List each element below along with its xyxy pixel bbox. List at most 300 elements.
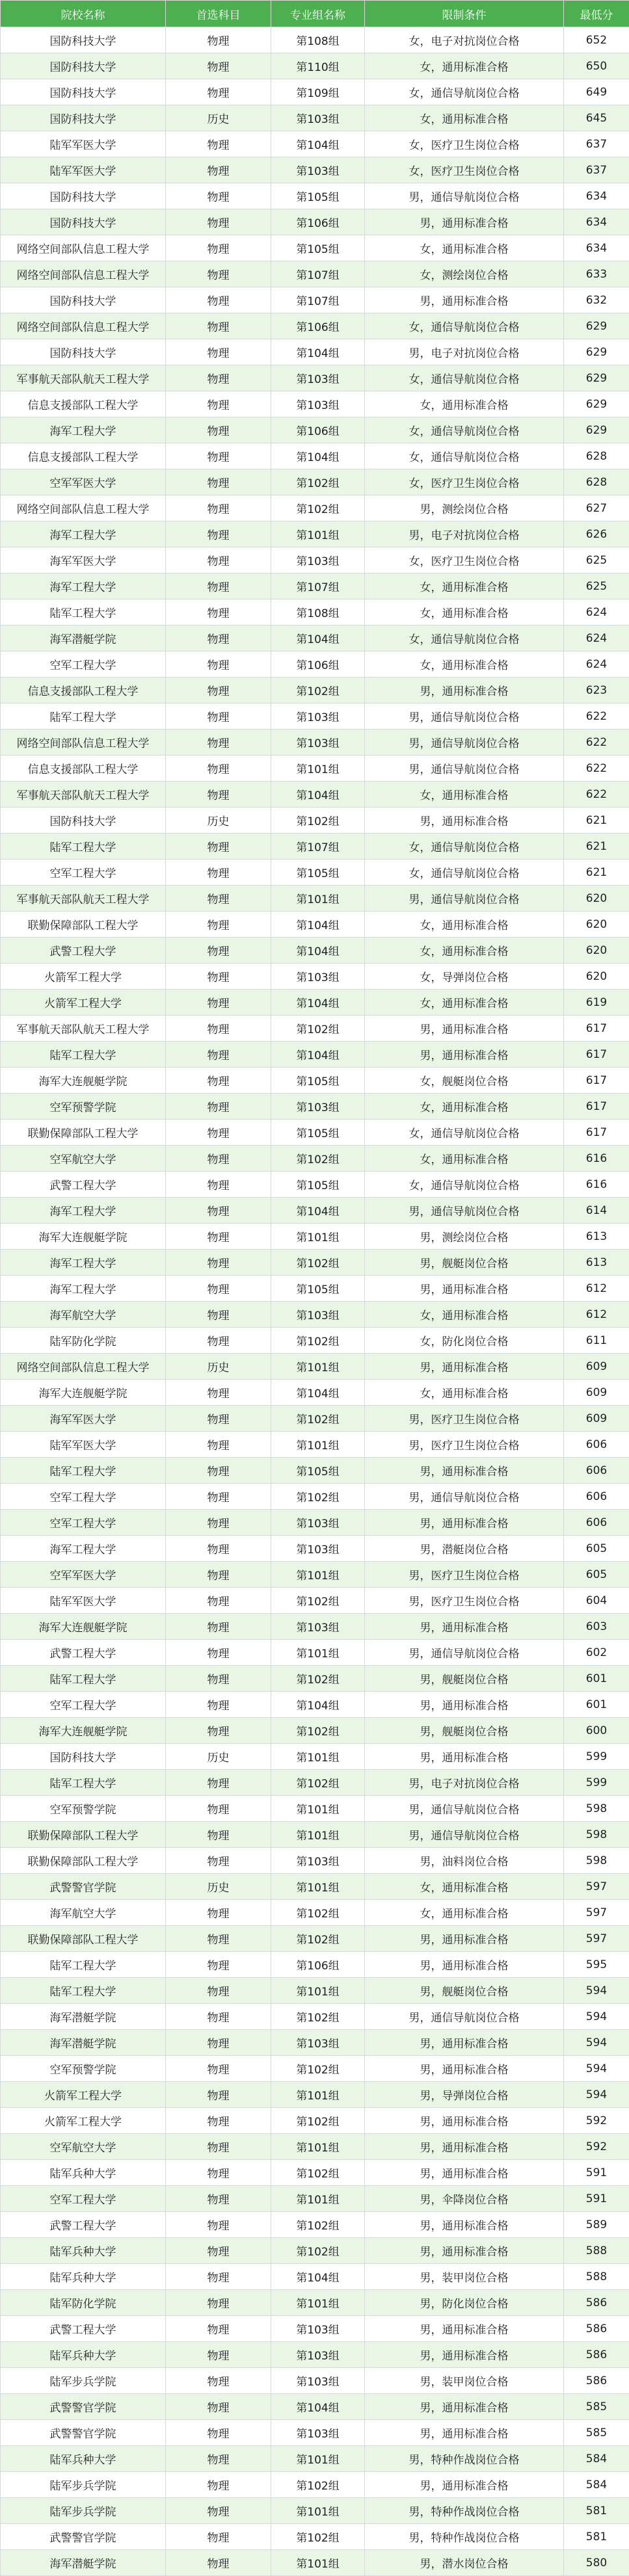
min-score-cell: 617: [564, 1016, 629, 1042]
min-score-cell: 588: [564, 2264, 629, 2290]
group-cell: 第104组: [271, 1198, 365, 1224]
condition-cell: 男，舰艇岗位合格: [365, 1718, 564, 1744]
min-score-cell: 617: [564, 1068, 629, 1094]
min-score-cell: 598: [564, 1796, 629, 1822]
subject-cell: 物理: [166, 1380, 271, 1406]
school-cell: 海军工程大学: [1, 1198, 166, 1224]
table-row: [1, 677, 629, 703]
condition-cell: 男，通信导航岗位合格: [365, 2004, 564, 2030]
condition-cell: 男，通用标准合格: [365, 2030, 564, 2056]
group-cell: 第101组: [271, 1978, 365, 2004]
group-cell: 第102组: [271, 2238, 365, 2264]
school-cell: 陆军兵种大学: [1, 2238, 166, 2264]
min-score-cell: 617: [564, 1042, 629, 1068]
condition-cell: 男，通信导航岗位合格: [365, 1198, 564, 1224]
table-row: [1, 625, 629, 651]
school-cell: 军事航天部队航天工程大学: [1, 1016, 166, 1042]
condition-cell: 男，通用标准合格: [365, 1016, 564, 1042]
school-cell: 海军潜艇学院: [1, 625, 166, 651]
subject-cell: 物理: [166, 1146, 271, 1172]
min-score-cell: 594: [564, 2082, 629, 2108]
school-cell: 空军预警学院: [1, 2056, 166, 2082]
school-cell: 军事航天部队航天工程大学: [1, 886, 166, 912]
group-cell: 第102组: [271, 1666, 365, 1692]
min-score-cell: 594: [564, 2030, 629, 2056]
subject-cell: 物理: [166, 2186, 271, 2212]
condition-cell: 女，通用标准合格: [365, 1874, 564, 1900]
school-cell: 陆军工程大学: [1, 1978, 166, 2004]
subject-cell: 物理: [166, 1224, 271, 1250]
group-cell: 第101组: [271, 1562, 365, 1588]
group-cell: 第105组: [271, 1120, 365, 1146]
group-cell: 第106组: [271, 313, 365, 339]
group-cell: 第104组: [271, 1042, 365, 1068]
header-subject: 首选科目: [166, 1, 271, 27]
school-cell: 武警工程大学: [1, 1172, 166, 1198]
group-cell: 第106组: [271, 417, 365, 443]
min-score-cell: 613: [564, 1224, 629, 1250]
group-cell: 第103组: [271, 1614, 365, 1640]
table-row: [1, 79, 629, 105]
group-cell: 第108组: [271, 599, 365, 625]
group-cell: 第103组: [271, 2368, 365, 2394]
condition-cell: 女，医疗卫生岗位合格: [365, 469, 564, 495]
table-row: [1, 2498, 629, 2524]
group-cell: 第103组: [271, 547, 365, 573]
min-score-cell: 619: [564, 990, 629, 1016]
table-row: [1, 521, 629, 547]
subject-cell: 物理: [166, 1952, 271, 1978]
group-cell: 第105组: [271, 235, 365, 261]
table-row: [1, 1744, 629, 1770]
group-cell: 第103组: [271, 157, 365, 183]
group-cell: 第103组: [271, 105, 365, 131]
subject-cell: 物理: [166, 1510, 271, 1536]
subject-cell: 物理: [166, 1536, 271, 1562]
subject-cell: 物理: [166, 1770, 271, 1796]
condition-cell: 男，通用标准合格: [365, 808, 564, 834]
group-cell: 第102组: [271, 2212, 365, 2238]
subject-cell: 物理: [166, 1016, 271, 1042]
group-cell: 第102组: [271, 2472, 365, 2498]
school-cell: 陆军工程大学: [1, 703, 166, 729]
min-score-cell: 629: [564, 339, 629, 365]
table-row: [1, 2004, 629, 2030]
subject-cell: 物理: [166, 2316, 271, 2342]
table-row: [1, 2108, 629, 2134]
condition-cell: 男，通用标准合格: [365, 2420, 564, 2446]
condition-cell: 女，通用标准合格: [365, 938, 564, 964]
subject-cell: 物理: [166, 2004, 271, 2030]
group-cell: 第101组: [271, 2186, 365, 2212]
school-cell: 空军军医大学: [1, 469, 166, 495]
school-cell: 空军航空大学: [1, 2134, 166, 2160]
group-cell: 第103组: [271, 964, 365, 990]
min-score-cell: 628: [564, 443, 629, 469]
min-score-cell: 604: [564, 1588, 629, 1614]
table-row: [1, 1354, 629, 1380]
subject-cell: 物理: [166, 2342, 271, 2368]
condition-cell: 女，防化岗位合格: [365, 1328, 564, 1354]
condition-cell: 男，舰艇岗位合格: [365, 1666, 564, 1692]
table-row: [1, 209, 629, 235]
min-score-cell: 589: [564, 2212, 629, 2238]
table-row: [1, 2056, 629, 2082]
school-cell: 空军军医大学: [1, 1562, 166, 1588]
group-cell: 第104组: [271, 339, 365, 365]
table-row: [1, 834, 629, 860]
condition-cell: 女，导弹岗位合格: [365, 964, 564, 990]
school-cell: 空军工程大学: [1, 1510, 166, 1536]
group-cell: 第104组: [271, 990, 365, 1016]
min-score-cell: 592: [564, 2108, 629, 2134]
condition-cell: 女，通用标准合格: [365, 782, 564, 808]
group-cell: 第101组: [271, 2290, 365, 2316]
min-score-cell: 616: [564, 1172, 629, 1198]
table-row: [1, 1484, 629, 1510]
table-row: [1, 1510, 629, 1536]
group-cell: 第103组: [271, 729, 365, 756]
group-cell: 第103组: [271, 1536, 365, 1562]
group-cell: 第104组: [271, 443, 365, 469]
table-row: [1, 495, 629, 521]
school-cell: 陆军兵种大学: [1, 2342, 166, 2368]
min-score-cell: 634: [564, 235, 629, 261]
school-cell: 空军预警学院: [1, 1796, 166, 1822]
school-cell: 国防科技大学: [1, 1744, 166, 1770]
condition-cell: 男，通用标准合格: [365, 2342, 564, 2368]
table-row: [1, 183, 629, 209]
condition-cell: 男，通用标准合格: [365, 2472, 564, 2498]
condition-cell: 女，电子对抗岗位合格: [365, 27, 564, 53]
school-cell: 武警工程大学: [1, 938, 166, 964]
group-cell: 第102组: [271, 2004, 365, 2030]
table-row: [1, 417, 629, 443]
subject-cell: 物理: [166, 964, 271, 990]
min-score-cell: 612: [564, 1276, 629, 1302]
group-cell: 第105组: [271, 183, 365, 209]
school-cell: 海军大连舰艇学院: [1, 1068, 166, 1094]
min-score-cell: 586: [564, 2368, 629, 2394]
min-score-cell: 586: [564, 2342, 629, 2368]
subject-cell: 物理: [166, 2056, 271, 2082]
condition-cell: 女，通用标准合格: [365, 599, 564, 625]
subject-cell: 物理: [166, 391, 271, 417]
subject-cell: 历史: [166, 1744, 271, 1770]
min-score-cell: 637: [564, 131, 629, 157]
table-row: [1, 2082, 629, 2108]
table-row: [1, 1952, 629, 1978]
group-cell: 第107组: [271, 834, 365, 860]
group-cell: 第106组: [271, 1952, 365, 1978]
table-row: [1, 27, 629, 53]
table-row: [1, 391, 629, 417]
table-row: [1, 2186, 629, 2212]
condition-cell: 女，通信导航岗位合格: [365, 860, 564, 886]
subject-cell: 物理: [166, 625, 271, 651]
school-cell: 武警警官学院: [1, 2420, 166, 2446]
group-cell: 第108组: [271, 27, 365, 53]
condition-cell: 男，潜水岗位合格: [365, 2550, 564, 2576]
min-score-cell: 586: [564, 2316, 629, 2342]
school-cell: 海军工程大学: [1, 521, 166, 547]
condition-cell: 男，通用标准合格: [365, 1614, 564, 1640]
table-row: [1, 1120, 629, 1146]
min-score-cell: 652: [564, 27, 629, 53]
min-score-cell: 597: [564, 1874, 629, 1900]
min-score-cell: 601: [564, 1666, 629, 1692]
school-cell: 联勤保障部队工程大学: [1, 912, 166, 938]
group-cell: 第101组: [271, 1822, 365, 1848]
condition-cell: 男，导弹岗位合格: [365, 2082, 564, 2108]
subject-cell: 物理: [166, 1328, 271, 1354]
school-cell: 海军军医大学: [1, 547, 166, 573]
group-cell: 第107组: [271, 287, 365, 313]
group-cell: 第101组: [271, 1224, 365, 1250]
condition-cell: 男，通用标准合格: [365, 1952, 564, 1978]
condition-cell: 男，通用标准合格: [365, 2212, 564, 2238]
group-cell: 第104组: [271, 2264, 365, 2290]
condition-cell: 女，通信导航岗位合格: [365, 313, 564, 339]
school-cell: 陆军工程大学: [1, 1042, 166, 1068]
table-row: [1, 2238, 629, 2264]
school-cell: 陆军防化学院: [1, 2290, 166, 2316]
min-score-cell: 622: [564, 782, 629, 808]
condition-cell: 男，特种作战岗位合格: [365, 2446, 564, 2472]
table-row: [1, 1900, 629, 1926]
school-cell: 国防科技大学: [1, 808, 166, 834]
condition-cell: 女，通信导航岗位合格: [365, 365, 564, 391]
min-score-cell: 594: [564, 1978, 629, 2004]
min-score-cell: 606: [564, 1484, 629, 1510]
min-score-cell: 622: [564, 703, 629, 729]
subject-cell: 物理: [166, 2472, 271, 2498]
subject-cell: 物理: [166, 261, 271, 287]
school-cell: 空军工程大学: [1, 2186, 166, 2212]
condition-cell: 女，医疗卫生岗位合格: [365, 547, 564, 573]
subject-cell: 物理: [166, 1068, 271, 1094]
min-score-cell: 612: [564, 1302, 629, 1328]
school-cell: 海军工程大学: [1, 573, 166, 599]
min-score-cell: 594: [564, 2004, 629, 2030]
min-score-cell: 603: [564, 1614, 629, 1640]
condition-cell: 女，通信导航岗位合格: [365, 79, 564, 105]
subject-cell: 物理: [166, 2030, 271, 2056]
min-score-cell: 649: [564, 79, 629, 105]
min-score-cell: 629: [564, 417, 629, 443]
subject-cell: 物理: [166, 834, 271, 860]
group-cell: 第109组: [271, 79, 365, 105]
min-score-cell: 620: [564, 964, 629, 990]
min-score-cell: 595: [564, 1952, 629, 1978]
group-cell: 第104组: [271, 938, 365, 964]
min-score-cell: 584: [564, 2472, 629, 2498]
school-cell: 陆军工程大学: [1, 1770, 166, 1796]
group-cell: 第103组: [271, 2420, 365, 2446]
group-cell: 第102组: [271, 1016, 365, 1042]
condition-cell: 男，潜艇岗位合格: [365, 1536, 564, 1562]
min-score-cell: 629: [564, 391, 629, 417]
condition-cell: 女，通用标准合格: [365, 105, 564, 131]
table-row: [1, 808, 629, 834]
group-cell: 第105组: [271, 1172, 365, 1198]
subject-cell: 物理: [166, 1588, 271, 1614]
group-cell: 第104组: [271, 1380, 365, 1406]
table-row: [1, 573, 629, 599]
condition-cell: 男，通用标准合格: [365, 2316, 564, 2342]
table-row: [1, 235, 629, 261]
school-cell: 海军大连舰艇学院: [1, 1224, 166, 1250]
condition-cell: 男，通信导航岗位合格: [365, 1796, 564, 1822]
condition-cell: 男，通用标准合格: [365, 1276, 564, 1302]
condition-cell: 女，通用标准合格: [365, 912, 564, 938]
condition-cell: 男，舰艇岗位合格: [365, 1250, 564, 1276]
condition-cell: 男，通信导航岗位合格: [365, 1484, 564, 1510]
school-cell: 联勤保障部队工程大学: [1, 1120, 166, 1146]
condition-cell: 男，通信导航岗位合格: [365, 1822, 564, 1848]
group-cell: 第103组: [271, 1510, 365, 1536]
table-row: [1, 912, 629, 938]
group-cell: 第103组: [271, 2342, 365, 2368]
group-cell: 第101组: [271, 1874, 365, 1900]
min-score-cell: 591: [564, 2186, 629, 2212]
subject-cell: 物理: [166, 1666, 271, 1692]
table-row: [1, 1770, 629, 1796]
subject-cell: 物理: [166, 1614, 271, 1640]
subject-cell: 物理: [166, 938, 271, 964]
min-score-cell: 609: [564, 1354, 629, 1380]
condition-cell: 男，通信导航岗位合格: [365, 756, 564, 782]
min-score-cell: 637: [564, 157, 629, 183]
subject-cell: 物理: [166, 521, 271, 547]
condition-cell: 女，通用标准合格: [365, 651, 564, 677]
school-cell: 海军航空大学: [1, 1900, 166, 1926]
school-cell: 陆军步兵学院: [1, 2498, 166, 2524]
subject-cell: 历史: [166, 105, 271, 131]
table-row: [1, 1250, 629, 1276]
min-score-cell: 580: [564, 2550, 629, 2576]
group-cell: 第105组: [271, 1458, 365, 1484]
min-score-cell: 584: [564, 2446, 629, 2472]
subject-cell: 物理: [166, 547, 271, 573]
min-score-cell: 609: [564, 1406, 629, 1432]
header-condition: 限制条件: [365, 1, 564, 27]
min-score-cell: 581: [564, 2498, 629, 2524]
subject-cell: 物理: [166, 1198, 271, 1224]
min-score-cell: 620: [564, 886, 629, 912]
header-school: 院校名称: [1, 1, 166, 27]
group-cell: 第102组: [271, 677, 365, 703]
subject-cell: 物理: [166, 339, 271, 365]
school-cell: 信息支援部队工程大学: [1, 443, 166, 469]
condition-cell: 男，通信导航岗位合格: [365, 729, 564, 756]
subject-cell: 物理: [166, 1458, 271, 1484]
subject-cell: 历史: [166, 1354, 271, 1380]
school-cell: 陆军工程大学: [1, 1666, 166, 1692]
school-cell: 军事航天部队航天工程大学: [1, 782, 166, 808]
subject-cell: 物理: [166, 1796, 271, 1822]
group-cell: 第101组: [271, 886, 365, 912]
condition-cell: 男，测绘岗位合格: [365, 495, 564, 521]
table-row: [1, 1094, 629, 1120]
min-score-cell: 606: [564, 1458, 629, 1484]
condition-cell: 男，通用标准合格: [365, 1510, 564, 1536]
table-row: [1, 2420, 629, 2446]
school-cell: 国防科技大学: [1, 53, 166, 79]
subject-cell: 物理: [166, 782, 271, 808]
condition-cell: 男，通用标准合格: [365, 1692, 564, 1718]
table-row: [1, 1276, 629, 1302]
table-row: [1, 599, 629, 625]
min-score-cell: 624: [564, 625, 629, 651]
min-score-cell: 625: [564, 547, 629, 573]
table-row: [1, 2316, 629, 2342]
subject-cell: 物理: [166, 912, 271, 938]
subject-cell: 物理: [166, 79, 271, 105]
subject-cell: 物理: [166, 729, 271, 756]
min-score-cell: 592: [564, 2134, 629, 2160]
subject-cell: 物理: [166, 2290, 271, 2316]
school-cell: 信息支援部队工程大学: [1, 756, 166, 782]
table-row: [1, 313, 629, 339]
min-score-cell: 586: [564, 2290, 629, 2316]
school-cell: 联勤保障部队工程大学: [1, 1926, 166, 1952]
table-row: [1, 886, 629, 912]
school-cell: 陆军兵种大学: [1, 2160, 166, 2186]
school-cell: 空军工程大学: [1, 1692, 166, 1718]
condition-cell: 女，舰艇岗位合格: [365, 1068, 564, 1094]
condition-cell: 女，通用标准合格: [365, 235, 564, 261]
subject-cell: 物理: [166, 599, 271, 625]
subject-cell: 物理: [166, 1562, 271, 1588]
condition-cell: 男，医疗卫生岗位合格: [365, 1406, 564, 1432]
group-cell: 第104组: [271, 2394, 365, 2420]
min-score-cell: 585: [564, 2394, 629, 2420]
table-row: [1, 1822, 629, 1848]
table-body: [1, 27, 629, 2576]
min-score-cell: 606: [564, 1432, 629, 1458]
school-cell: 网络空间部队信息工程大学: [1, 261, 166, 287]
min-score-cell: 594: [564, 2056, 629, 2082]
group-cell: 第110组: [271, 53, 365, 79]
condition-cell: 男，通信导航岗位合格: [365, 183, 564, 209]
condition-cell: 男，特种作战岗位合格: [365, 2498, 564, 2524]
table-row: [1, 2160, 629, 2186]
subject-cell: 物理: [166, 1900, 271, 1926]
min-score-cell: 627: [564, 495, 629, 521]
school-cell: 联勤保障部队工程大学: [1, 1822, 166, 1848]
condition-cell: 女，通信导航岗位合格: [365, 1172, 564, 1198]
condition-cell: 男，通用标准合格: [365, 677, 564, 703]
min-score-cell: 621: [564, 808, 629, 834]
subject-cell: 物理: [166, 183, 271, 209]
group-cell: 第104组: [271, 782, 365, 808]
min-score-cell: 645: [564, 105, 629, 131]
group-cell: 第102组: [271, 469, 365, 495]
subject-cell: 物理: [166, 1926, 271, 1952]
condition-cell: 男，通信导航岗位合格: [365, 1640, 564, 1666]
condition-cell: 女，通用标准合格: [365, 990, 564, 1016]
school-cell: 海军工程大学: [1, 1536, 166, 1562]
subject-cell: 物理: [166, 677, 271, 703]
subject-cell: 物理: [166, 1302, 271, 1328]
school-cell: 火箭军工程大学: [1, 2082, 166, 2108]
school-cell: 信息支援部队工程大学: [1, 391, 166, 417]
header-group: 专业组名称: [271, 1, 365, 27]
condition-cell: 女，通信导航岗位合格: [365, 1120, 564, 1146]
min-score-cell: 632: [564, 287, 629, 313]
condition-cell: 男，通用标准合格: [365, 2108, 564, 2134]
